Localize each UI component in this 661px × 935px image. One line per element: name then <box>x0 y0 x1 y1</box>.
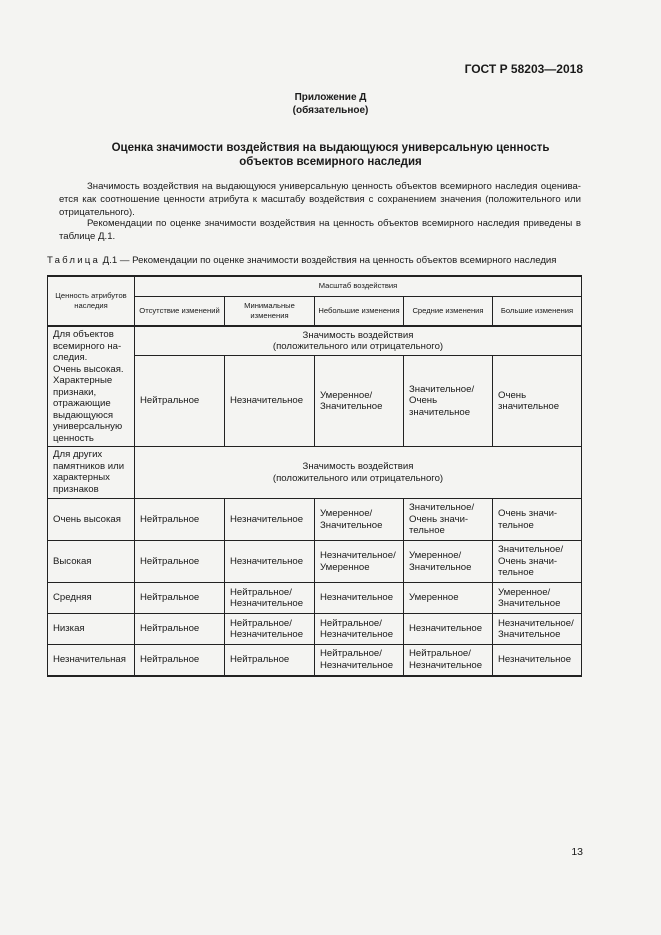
table-row-label: Очень высокая <box>48 499 135 541</box>
paragraph-2: Рекомендации по оценке значимости воздействия на ценность объектов всемирного наследия приведены в таблице Д.1. <box>59 218 581 242</box>
group1-span-line2: (положительного или отрицательного) <box>272 341 444 353</box>
table-cell: Нейтральное <box>135 541 225 583</box>
table-cell: Незначительное/ Умеренное <box>315 541 404 583</box>
table-row-label: Незначительная <box>48 645 135 676</box>
table-cell: Незначительное <box>493 645 582 676</box>
table-cell: Нейтральное/ Незначительное <box>404 645 493 676</box>
table-cell: Очень значи-тельное <box>493 499 582 541</box>
section-title-line1: Оценка значимости воздействия на выдающуюся универсальную ценность <box>111 142 550 154</box>
impact-table <box>47 275 582 677</box>
appendix-status: (обязательное) <box>292 105 369 116</box>
table-row-label: Низкая <box>48 614 135 645</box>
table-cell: Значительное/ Очень значи-тельное <box>493 541 582 583</box>
document-code: ГОСТ Р 58203—2018 <box>464 62 583 76</box>
group2-span <box>135 447 582 499</box>
table-cell: Незначительное <box>225 541 315 583</box>
table-cell: Нейтральное/ Незначительное <box>315 645 404 676</box>
paragraph-1: Значимость воздействия на выдающуюся универсальную ценность объектов всемирного наследия оценива-ется как соотношение ценности атрибута к масштабу воздействия с сохранением значения (положительного или отрицательного). <box>59 181 581 218</box>
table-cell: Нейтральное <box>135 499 225 541</box>
table-cell: Нейтральное <box>225 645 315 676</box>
table-cell: Очень значительное <box>493 356 582 447</box>
table-caption-text: Д.1 — Рекомендации по оценке значимости воздействия на ценность объектов всемирного наследия <box>100 255 557 266</box>
table-cell: Незначительное <box>225 499 315 541</box>
group1-span-line1: Значимость воздействия <box>302 329 414 341</box>
table-cell: Значительное/ Очень значительное <box>404 356 493 447</box>
group1-label: Для объектов всемирного на-следия. <box>53 329 122 363</box>
table-cell: Незначительное <box>315 583 404 614</box>
table-cell: Нейтральное/ Незначительное <box>315 614 404 645</box>
group1-row-header <box>48 326 135 447</box>
header-scale-col-4: Средние изменения <box>404 296 493 326</box>
table-row-label: Средняя <box>48 583 135 614</box>
table-caption <box>47 254 581 267</box>
table-caption-label: Таблица <box>47 255 101 266</box>
header-scale-col-2: Минимальные изменения <box>225 296 315 326</box>
group2-span-line1: Значимость воздействия <box>302 461 414 472</box>
table-cell: Нейтральное <box>135 614 225 645</box>
appendix-title: Приложение Д <box>294 92 367 103</box>
page-number: 13 <box>571 846 583 858</box>
table-cell: Умеренное <box>404 583 493 614</box>
table-cell: Умеренное/ Значительное <box>404 541 493 583</box>
table-cell: Нейтральное/ Незначительное <box>225 583 315 614</box>
section-title-line2: объектов всемирного наследия <box>239 156 422 168</box>
table-cell: Нейтральное <box>135 583 225 614</box>
header-scale-col-5: Большие изменения <box>493 296 582 326</box>
table-cell: Значительное/ Очень значи-тельное <box>404 499 493 541</box>
table-cell: Незначительное <box>404 614 493 645</box>
table-cell: Нейтральное <box>135 645 225 676</box>
table-cell: Умеренное/ Значительное <box>493 583 582 614</box>
table-cell: Нейтральное <box>135 356 225 447</box>
section-title <box>80 141 581 169</box>
group1-span <box>135 326 582 356</box>
group2-label: Для других памятников или характерных признаков <box>48 447 135 499</box>
table-cell: Нейтральное/ Незначительное <box>225 614 315 645</box>
header-scale-col-1: Отсутствие изменений <box>135 296 225 326</box>
table-cell: Умеренное/ Значительное <box>315 499 404 541</box>
header-scale-col-3: Небольшие изменения <box>315 296 404 326</box>
table-cell: Умеренное/ Значительное <box>315 356 404 447</box>
group2-span-line2: (положительного или отрицательного) <box>272 472 444 484</box>
header-impact-scale: Масштаб воздействия <box>135 276 582 296</box>
table-row-label: Высокая <box>48 541 135 583</box>
table-cell: Незначительное <box>225 356 315 447</box>
table-cell: Незначительное/ Значительное <box>493 614 582 645</box>
header-attribute-value: Ценность атрибутов наследия <box>48 276 135 326</box>
group1-row-label: Очень высокая. Характерные признаки, отражающие выдающуюся универсальную ценность <box>53 363 124 444</box>
appendix-heading <box>0 91 661 117</box>
